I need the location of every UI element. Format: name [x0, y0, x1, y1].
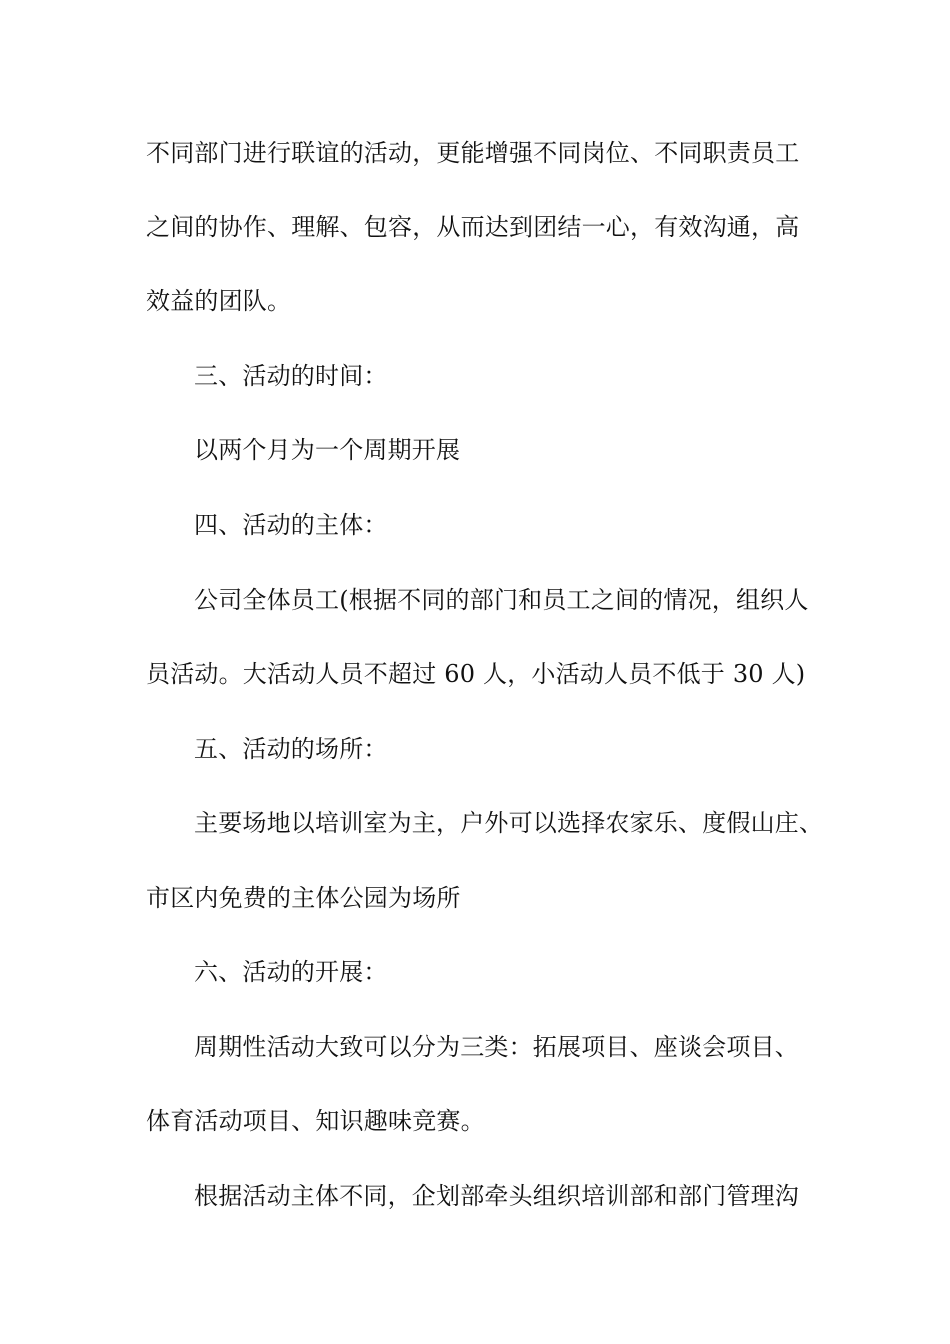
paragraph-line-15: 根据活动主体不同，企划部牵头组织培训部和部门管理沟	[194, 1182, 799, 1210]
paragraph-line-8: 员活动。大活动人员不超过 60 人，小活动人员不低于 30 人)	[146, 660, 806, 688]
section-heading-venue: 五、活动的场所：	[194, 735, 388, 763]
paragraph-line-5: 以两个月为一个周期开展	[194, 436, 461, 464]
paragraph-line-7: 公司全体员工(根据不同的部门和员工之间的情况，组织人	[194, 586, 809, 614]
paragraph-line-11: 市区内免费的主体公园为场所	[146, 884, 461, 912]
paragraph-line-3: 效益的团队。	[146, 287, 292, 315]
section-heading-subject: 四、活动的主体：	[194, 511, 388, 539]
paragraph-line-13: 周期性活动大致可以分为三类：拓展项目、座谈会项目、	[194, 1033, 799, 1061]
paragraph-line-10: 主要场地以培训室为主，户外可以选择农家乐、度假山庄、	[194, 809, 824, 837]
section-heading-time: 三、活动的时间：	[194, 362, 388, 390]
paragraph-line-2: 之间的协作、理解、包容，从而达到团结一心，有效沟通，高	[146, 213, 800, 241]
paragraph-line-1: 不同部门进行联谊的活动，更能增强不同岗位、不同职责员工	[146, 139, 800, 167]
section-heading-development: 六、活动的开展：	[194, 958, 388, 986]
paragraph-line-14: 体育活动项目、知识趣味竞赛。	[146, 1107, 485, 1135]
